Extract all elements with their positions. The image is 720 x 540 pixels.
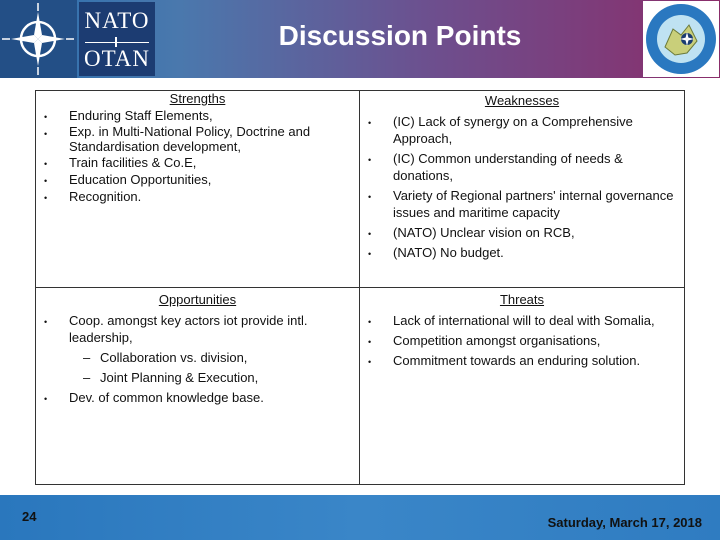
logo-text-otan: OTAN <box>83 46 151 71</box>
opportunities-item: Coop. amongst key actors iot provide intl. leadership, <box>69 313 308 345</box>
bullet: • <box>368 118 372 128</box>
bullet: • <box>368 155 372 165</box>
bullet: • <box>44 159 48 169</box>
bullet: • <box>44 193 48 203</box>
maritime-badge <box>643 1 719 77</box>
nato-maritime-badge-icon <box>643 1 719 77</box>
bullet: • <box>44 176 48 186</box>
logo-divider <box>85 42 149 43</box>
page-number: 24 <box>22 509 37 524</box>
bullet: • <box>44 394 48 404</box>
weaknesses-heading: Weaknesses <box>484 93 560 108</box>
nato-compass-icon <box>0 0 77 78</box>
bullet: • <box>368 249 372 259</box>
logo-text-nato: NATO <box>84 8 150 33</box>
strengths-item: Exp. in Multi-National Policy, Doctrine and Standardisation development, <box>69 124 311 154</box>
threats-heading: Threats <box>499 292 545 307</box>
bullet: • <box>44 112 48 122</box>
nato-compass-logo <box>0 0 77 78</box>
strengths-item: Train facilities & Co.E, <box>69 155 197 170</box>
opportunities-subitem: Collaboration vs. division, <box>100 350 248 365</box>
opportunities-subitem: Joint Planning & Execution, <box>100 370 259 385</box>
weaknesses-item: Variety of Regional partners' internal governance issues and maritime capacity <box>393 188 674 220</box>
weaknesses-item: (IC) Common understanding of needs & donations, <box>393 151 623 183</box>
weaknesses-item: (IC) Lack of synergy on a Comprehensive Approach, <box>393 114 633 146</box>
opportunities-item: Dev. of common knowledge base. <box>69 390 264 405</box>
threats-item: Lack of international will to deal with Somalia, <box>393 313 655 328</box>
bullet: • <box>368 337 372 347</box>
threats-item: Competition amongst organisations, <box>393 333 601 348</box>
sub-bullet-dash: – <box>83 370 91 385</box>
strengths-item: Education Opportunities, <box>69 172 212 187</box>
slide-date: Saturday, March 17, 2018 <box>547 515 702 530</box>
nato-otan-logo <box>79 2 155 76</box>
opportunities-heading: Opportunities <box>158 292 237 307</box>
strengths-item: Enduring Staff Elements, <box>69 108 213 123</box>
bullet: • <box>368 357 372 367</box>
threats-item: Commitment towards an enduring solution. <box>393 353 641 368</box>
strengths-heading: Strengths <box>169 91 226 106</box>
bullet: • <box>44 129 48 139</box>
bullet: • <box>368 229 372 239</box>
weaknesses-item: (NATO) Unclear vision on RCB, <box>393 225 575 240</box>
slide-title: Discussion Points <box>278 20 522 51</box>
header-bar <box>0 0 720 78</box>
sub-bullet-dash: – <box>83 350 91 365</box>
bullet: • <box>368 192 372 202</box>
bullet: • <box>368 317 372 327</box>
bullet: • <box>44 317 48 327</box>
footer-bar <box>0 495 720 540</box>
strengths-item: Recognition. <box>69 189 142 204</box>
weaknesses-item: (NATO) No budget. <box>393 245 504 260</box>
